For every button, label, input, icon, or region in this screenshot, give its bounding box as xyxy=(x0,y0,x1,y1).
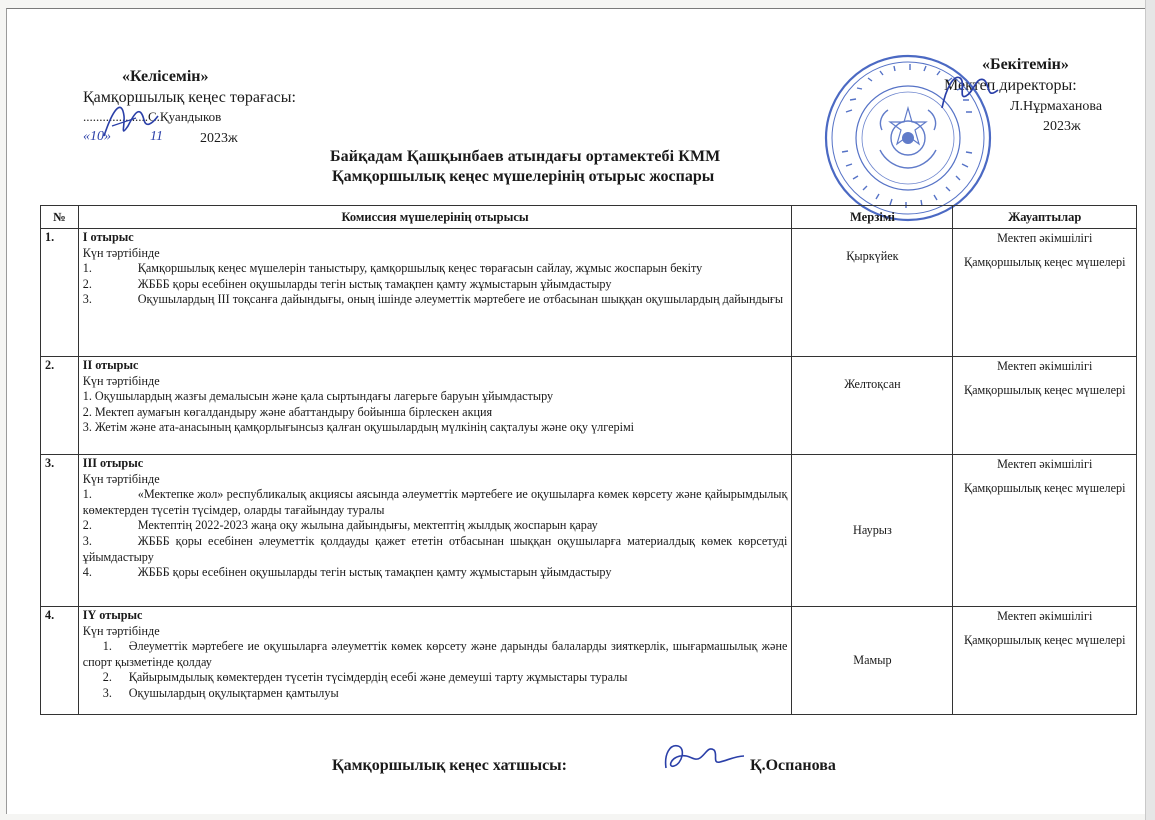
responsible-admin: Мектеп әкімшілігі xyxy=(997,359,1093,373)
responsible-cell xyxy=(953,229,1137,357)
session-title: ІҮ отырыс xyxy=(82,608,143,622)
chair-signature xyxy=(100,96,162,142)
agenda-item: 2. Мектеп аумағын көгалдандыру және абаттандыру бойынша бірлескен акция xyxy=(82,404,493,419)
window-edge xyxy=(1145,0,1155,820)
agenda-item: 2. Қайырымдылық көмектерден түсетін түсімдердің есебі және демеуші тарту жұмыстары туралы xyxy=(102,670,628,685)
row-number: 4. xyxy=(41,607,79,715)
table-row xyxy=(41,607,1137,715)
row-number: 2. xyxy=(41,357,79,455)
agenda-label: Күн тәртібінде xyxy=(82,373,160,388)
agenda-item: 2. Мектептің 2022-2023 жаңа оқу жылына дайындығы, мектептің жылдық жоспарын қарау xyxy=(82,518,598,533)
responsible-council: Қамқоршылық кеңес мүшелері xyxy=(964,382,1126,397)
table-row xyxy=(41,229,1137,357)
agenda-item: 3. Оқушылардың ІІІ тоқсанға дайындығы, оның ішінде әлеуметтік мәртебеге ие отбасынан шыққан оқушылардың дайындығы xyxy=(82,292,784,307)
approval-day: «10» xyxy=(83,129,111,144)
doc-title-line2: Қамқоршылық кеңес мүшелерінің отырыс жоспары xyxy=(332,168,715,185)
table-row xyxy=(41,357,1137,455)
approval-month: 11 xyxy=(150,129,163,144)
agree-title: «Келісемін» xyxy=(122,68,209,85)
meeting-plan-table xyxy=(40,205,1137,715)
meeting-cell xyxy=(78,607,792,715)
meeting-cell xyxy=(78,229,792,357)
agenda-item: 1. Оқушылардың жазғы демалысын және қала сыртындағы лагерьге баруын ұйымдастыру xyxy=(82,389,554,404)
term-cell: Желтоқсан xyxy=(792,357,953,455)
header-responsible: Жауаптылар xyxy=(953,206,1137,229)
responsible-admin: Мектеп әкімшілігі xyxy=(997,609,1093,623)
agenda-item: 1. Әлеуметтік мәртебеге ие оқушыларға әлеуметтік көмек көрсету және дарынды балаларды зияткерлік, шығармашылық және спорт қызметінде қолдау xyxy=(82,639,788,669)
responsible-council: Қамқоршылық кеңес мүшелері xyxy=(964,480,1126,495)
meeting-cell xyxy=(78,357,792,455)
session-title: ІІІ отырыс xyxy=(82,456,144,470)
responsible-cell xyxy=(953,607,1137,715)
secretary-role: Қамқоршылық кеңес хатшысы: xyxy=(332,757,567,774)
agenda-label: Күн тәртібінде xyxy=(82,245,160,260)
responsible-council: Қамқоршылық кеңес мүшелері xyxy=(964,632,1126,647)
session-title: ІІ отырыс xyxy=(82,358,139,372)
term-cell: Қыркүйек xyxy=(792,229,953,357)
director-signature xyxy=(936,66,1006,116)
table-row xyxy=(41,455,1137,607)
director-position: Мектеп директоры: xyxy=(944,77,1077,94)
agenda-item: 3. ЖБББ қоры есебінен әлеуметтік қолдауды қажет ететін отбасынан шыққан оқушыларға материалдық көмек көрсетуді ұйымдастыру xyxy=(82,534,788,564)
approve-title: «Бекітемін» xyxy=(982,56,1069,73)
agenda-label: Күн тәртібінде xyxy=(82,471,160,486)
row-number: 3. xyxy=(41,455,79,607)
approval-year-left: 2023ж xyxy=(200,131,238,146)
approval-year-right: 2023ж xyxy=(1043,119,1081,134)
agenda-label: Күн тәртібінде xyxy=(82,623,160,638)
meeting-cell xyxy=(78,455,792,607)
term-cell: Мамыр xyxy=(792,607,953,715)
header-meetings: Комиссия мүшелерінің отырысы xyxy=(78,206,792,229)
council-chair-position: Қамқоршылық кеңес төрағасы: xyxy=(83,89,296,106)
header-number: № xyxy=(41,206,79,229)
agenda-item: 3. Жетім және ата-анасының қамқорлығынсыз қалған оқушылардың мүлкінің сақталуы және оқу үлгерімі xyxy=(82,420,635,435)
responsible-admin: Мектеп әкімшілігі xyxy=(997,457,1093,471)
table-header-row xyxy=(41,206,1137,229)
agenda-item: 4. ЖБББ қоры есебінен оқушыларды тегін ыстық тамақпен қамту жұмыстарын ұйымдастыру xyxy=(82,565,612,580)
secretary-name: Қ.Оспанова xyxy=(750,757,836,774)
header-term: Мерзімі xyxy=(792,206,953,229)
agenda-item: 1. Қамқоршылық кеңес мүшелерін таныстыру, қамқоршылық кеңес төрағасын сайлау, жұмыс жоспарын бекіту xyxy=(82,261,703,276)
council-chair-name: ....................С.Қуандыков xyxy=(83,109,222,124)
secretary-signature xyxy=(656,738,748,778)
agenda-item: 2. ЖБББ қоры есебінен оқушыларды тегін ыстық тамақпен қамту жұмыстарын ұйымдастыру xyxy=(82,276,612,291)
doc-title-line1: Байқадам Қашқынбаев атындағы ортамектебі КММ xyxy=(330,148,721,165)
term-cell: Наурыз xyxy=(792,455,953,607)
responsible-cell xyxy=(953,357,1137,455)
agenda-item: 1. «Мектепке жол» республикалық акциясы аясында әлеуметтік мәртебеге ие оқушыларға көмек көрсету және қайырымдылық көмектерден түсетін түсімдер, оларды тағайындау туралы xyxy=(82,487,788,517)
row-number: 1. xyxy=(41,229,79,357)
responsible-council: Қамқоршылық кеңес мүшелері xyxy=(964,254,1126,269)
director-name: Л.Нұрмаханова xyxy=(1010,99,1103,114)
session-title: І отырыс xyxy=(82,230,134,244)
responsible-admin: Мектеп әкімшілігі xyxy=(997,231,1093,245)
agenda-item: 3. Оқушылардың оқулықтармен қамтылуы xyxy=(102,686,339,701)
responsible-cell xyxy=(953,455,1137,607)
